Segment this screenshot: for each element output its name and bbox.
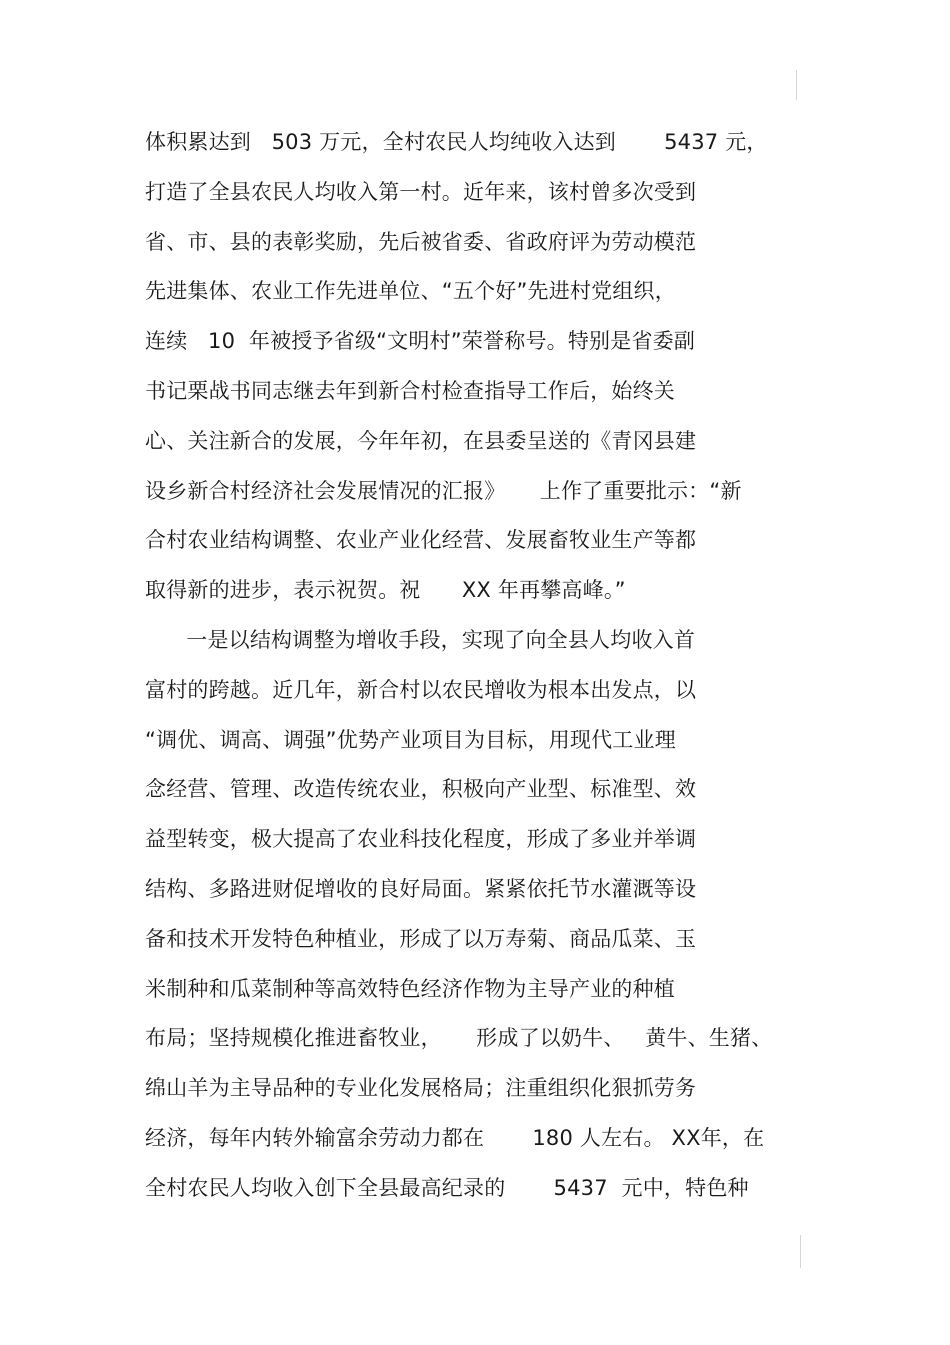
page-corner-mark-top	[796, 70, 797, 100]
text-line: 书记栗战书同志继去年到新合村检查指导工作后，始终关	[145, 378, 675, 403]
text-line: 连续 10 年被授予省级“文明村”荣誉称号。特别是省委副	[145, 329, 696, 354]
text-line: 米制种和瓜菜制种等高效特色经济作物为主导产业的种植	[145, 976, 675, 1001]
text-line: 富村的跨越。近几年，新合村以农民增收为根本出发点，以	[145, 677, 697, 702]
text-line: 省、市、县的表彰奖励，先后被省委、省政府评为劳动模范	[145, 229, 697, 254]
paragraph-start-line: 一是以结构调整为增收手段，实现了向全县人均收入首	[145, 627, 696, 652]
text-line: 益型转变，极大提高了农业科技化程度，形成了多业并举调	[145, 827, 697, 852]
page-corner-mark-bottom	[800, 1235, 801, 1268]
text-line: “调优、调高、调强”优势产业项目为目标，用现代工业理	[145, 727, 676, 752]
body-text	[145, 118, 815, 1214]
text-line: 合村农业结构调整、农业产业化经营、发展畜牧业生产等都	[145, 528, 697, 553]
text-line: 绵山羊为主导品种的专业化发展格局；注重组织化狠抓劳务	[145, 1076, 697, 1101]
text-line: 布局；坚持规模化推进畜牧业， 形成了以奶牛、 黄牛、生猪、	[145, 1026, 773, 1051]
text-line: 打造了全县农民人均收入第一村。近年来，该村曾多次受到	[145, 179, 697, 204]
text-line: 经济，每年内转外输富余劳动力都在 180 人左右。 XX年，在	[145, 1125, 765, 1150]
text-line: 体积累达到 503 万元，全村农民人均纯收入达到 5437 元，	[145, 130, 768, 154]
text-line: 结构、多路进财促增收的良好局面。紧紧依托节水灌溉等设	[145, 876, 697, 901]
text-line: 先进集体、农业工作先进单位、“五个好”先进村党组织，	[145, 279, 676, 304]
text-line: 心、关注新合的发展，今年年初，在县委呈送的《青冈县建	[145, 428, 697, 453]
text-line: 全村农民人均收入创下全县最高纪录的 5437 元中，特色种	[145, 1175, 749, 1200]
text-line: 设乡新合村经济社会发展情况的汇报》 上作了重要批示：“新	[145, 478, 742, 503]
text-line: 备和技术开发特色种植业，形成了以万寿菊、商品瓜菜、玉	[145, 926, 697, 951]
text-line: 取得新的进步，表示祝贺。祝 XX 年再攀高峰。”	[145, 578, 626, 603]
text-line: 念经营、管理、改造传统农业，积极向产业型、标准型、效	[145, 777, 697, 802]
